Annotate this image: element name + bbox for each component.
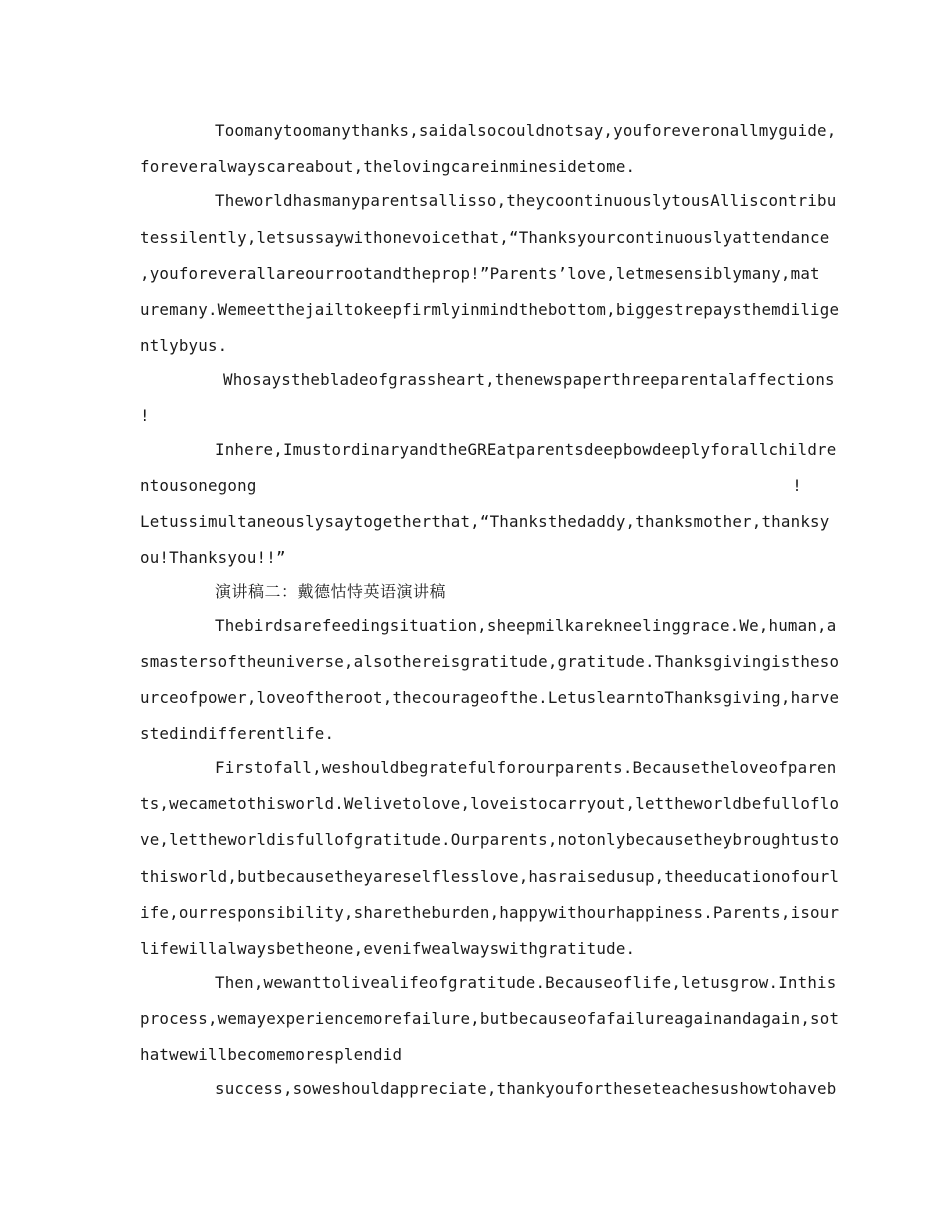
paragraph-5-line-1: Thebirdsarefeedingsituation,sheepmilkarekneelinggrace.We,human,a	[215, 616, 837, 635]
paragraph-7-line-1: Then,wewanttolivealifeofgratitude.Becauseoflife,letusgrow.Inthis	[215, 973, 837, 992]
paragraph-5-line-4: stedindifferentlife.	[140, 724, 335, 743]
paragraph-4-line-2-punct: !	[792, 476, 802, 495]
section-heading: 演讲稿二：戴德怙恃英语演讲稿	[215, 582, 447, 601]
paragraph-7-line-2: process,wemayexperiencemorefailure,butbecauseofafailureagainandagain,sot	[140, 1009, 840, 1028]
paragraph-2-line-3: ,youforeverallareourrootandtheprop!”Parents’love,letmesensiblymany,mat	[140, 264, 820, 283]
paragraph-1-line-2: foreveralwayscareabout,thelovingcareinminesidetome.	[140, 157, 636, 176]
paragraph-6-line-5: ife,ourresponsibility,sharetheburden,happywithourhappiness.Parents,isour	[140, 903, 840, 922]
paragraph-6-line-2: ts,wecametothisworld.Welivetolove,loveistocarryout,lettheworldbefulloflo	[140, 794, 840, 813]
paragraph-2-line-4: uremany.Wemeetthejailtokeepfirmlyinmindthebottom,biggestrepaysthemdilige	[140, 300, 840, 319]
paragraph-5-line-3: urceofpower,loveoftheroot,thecourageofthe.LetuslearntoThanksgiving,harve	[140, 688, 840, 707]
paragraph-6-line-3: ve,lettheworldisfullofgratitude.Ourparents,notonlybecausetheybroughtusto	[140, 830, 840, 849]
paragraph-7-line-3: hatwewillbecomemoresplendid	[140, 1045, 403, 1064]
paragraph-4-line-4: ou!Thanksyou!!”	[140, 548, 286, 567]
paragraph-2-line-1: Theworldhasmanyparentsallisso,theycoontinuouslytousAlliscontribu	[215, 191, 837, 210]
paragraph-6-line-6: lifewillalwaysbetheone,evenifwealwayswithgratitude.	[140, 939, 636, 958]
paragraph-4-line-2	[140, 475, 812, 497]
paragraph-3-line-1: Whosaysthebladeofgrassheart,thenewspaperthreeparentalaffections	[223, 370, 835, 389]
paragraph-4-line-2-text: ntousonegong	[140, 476, 257, 495]
paragraph-8-line-1: success,soweshouldappreciate,thankyoufortheseteachesushowtohaveb	[215, 1079, 837, 1098]
paragraph-6-line-1: Firstofall,weshouldbegratefulforourparents.Becausetheloveofparen	[215, 758, 837, 777]
paragraph-2-line-2: tessilently,letsussaywithonevoicethat,“Thanksyourcontinuouslyattendance	[140, 228, 830, 247]
paragraph-6-line-4: thisworld,butbecausetheyareselflesslove,hasraisedusup,theeducationofourl	[140, 867, 840, 886]
paragraph-1-line-1: Toomanytoomanythanks,saidalsocouldnotsay,youforeveronallmyguide,	[215, 121, 837, 140]
paragraph-4-line-1: Inhere,ImustordinaryandtheGREatparentsdeepbowdeeplyforallchildre	[215, 440, 837, 459]
paragraph-3-line-2: !	[140, 406, 150, 425]
paragraph-2-line-5: ntlybyus.	[140, 336, 228, 355]
paragraph-4-line-3: Letussimultaneouslysaytogetherthat,“Thanksthedaddy,thanksmother,thanksy	[140, 512, 830, 531]
paragraph-5-line-2: smastersoftheuniverse,alsothereisgratitude,gratitude.Thanksgivingistheso	[140, 652, 840, 671]
